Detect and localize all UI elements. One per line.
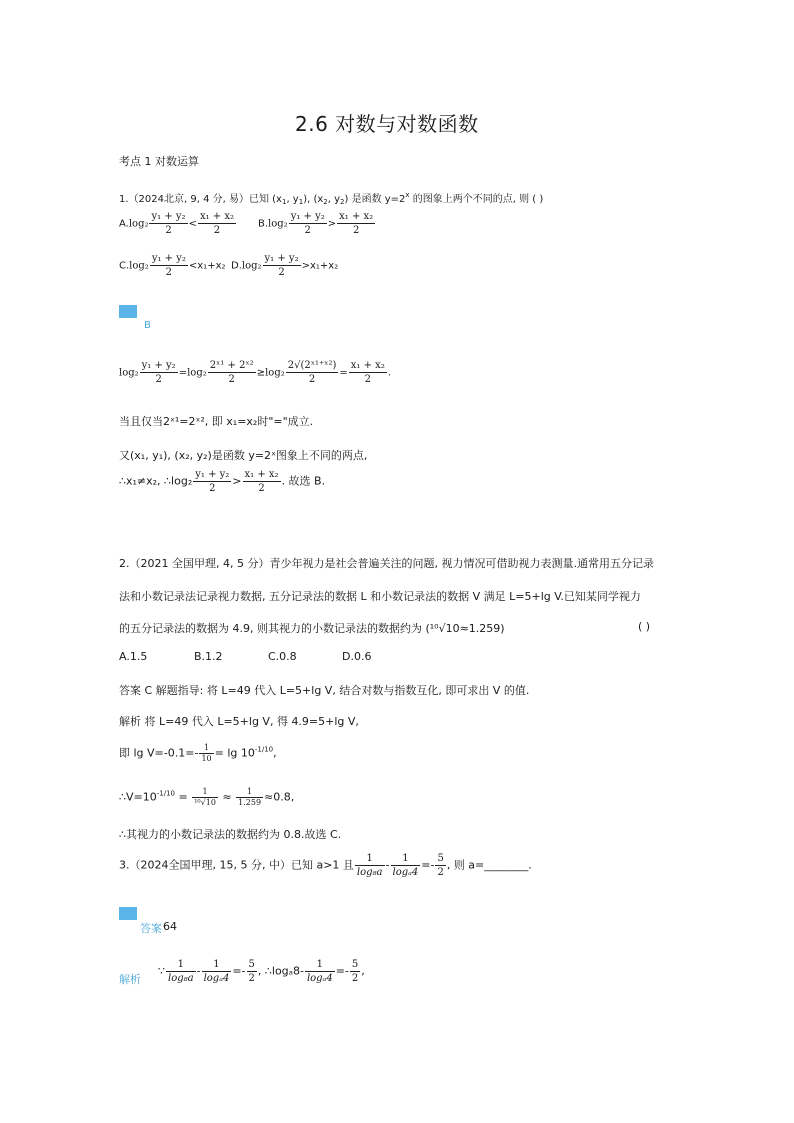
q3-answer-label: 答案 — [140, 922, 162, 935]
q2-paren: ( ) — [638, 620, 651, 633]
q2-stem-line-3: 的五分记录法的数据为 4.9, 则其视力的小数记录法的数据约为 (¹⁰√10≈1.259) — [119, 622, 505, 635]
page-title: 2.6 对数与对数函数 — [295, 112, 479, 136]
q1-solution-line-3: 又(x₁, y₁), (x₂, y₂)是函数 y=2ˣ图象上不同的两点, — [119, 449, 368, 462]
answer-tag-icon — [119, 305, 137, 318]
q2-option-b: B.1.2 — [194, 650, 223, 663]
q3-answer-value: 64 — [163, 920, 177, 933]
q2-option-c: C.0.8 — [268, 650, 297, 663]
q1-solution-line-2: 当且仅当2ˣ¹=2ˣ², 即 x₁=x₂时"="成立. — [119, 415, 314, 428]
q1-option-a: A.log₂ $\frac{\text{y₁ + y₂}}{2}$ < $\frac{\text{x₁ + x₂}}{2}$ — [119, 211, 234, 236]
q2-option-a: A.1.5 — [119, 650, 148, 663]
q2-answer-line: 答案 C 解题指导: 将 L=49 代入 L=5+lg V, 结合对数与指数互化, 即可求出 V 的值. — [119, 684, 530, 697]
q2-conclusion: ∴其视力的小数记录法的数据约为 0.8.故选 C. — [119, 828, 342, 841]
q2-stem-line-2: 法和小数记录法记录视力数据, 五分记录法的数据 L 和小数记录法的数据 V 满足 L=5+lg V.已知某同学视力 — [119, 590, 641, 603]
q1-stem: 1.（2024北京, 9, 4 分, 易）已知 ($x_1$, $y_1$), ($x_2$, $y_2$) 是函数 $y=2^x$ 的图象上两个不同的点, 则 ( ) — [119, 191, 544, 206]
q1-solution-equation: log₂ $\frac{\text{y₁ + y₂}}{2}$ =log₂ $\frac{\text{2ˣ¹ + 2ˣ²}}{2}$ ≥log₂ $\frac{\text{2√(2ˣ¹⁺ˣ²)}}{2}$ = $\frac{\text{x₁ + x₂}}{2}$ . — [119, 360, 392, 385]
q2-option-d: D.0.6 — [342, 650, 372, 663]
q1-option-b: B.log₂ $\frac{\text{y₁ + y₂}}{2}$ > $\frac{\text{x₁ + x₂}}{2}$ — [258, 211, 374, 236]
q3-stem: 3.（2024全国甲理, 15, 5 分, 中）已知 a>1 且 $\frac{1}{\text{log₈a}}$ - $\frac{1}{\text{logₐ4}}$ =- $\frac{5}{2}$ , 则 a=________. — [119, 853, 532, 878]
q1-answer: B — [144, 320, 151, 331]
q2-analysis-line: 解析 将 L=49 代入 L=5+lg V, 得 4.9=5+lg V, — [119, 715, 359, 728]
answer-tag-icon — [119, 907, 137, 920]
section-heading: 考点 1 对数运算 — [119, 155, 199, 168]
q2-step-1: 即 lg V=-0.1=- $\frac{1}{10}$ = $\lg 10^{-1/10}$, — [119, 743, 277, 763]
q3-analysis-label: 解析 — [119, 973, 141, 986]
q2-step-2: $\therefore V=10^{-1/10}$ = $\frac{1}{\text{¹⁰√10}}$ ≈ $\frac{1}{1.259}$ ≈0.8, — [119, 787, 295, 807]
q1-option-c: C.log₂ $\frac{\text{y₁ + y₂}}{2}$ <x₁+x₂ — [119, 253, 226, 278]
q3-analysis: ∵ $\frac{1}{\text{log₈a}}$ - $\frac{1}{\text{logₐ4}}$ =- $\frac{5}{2}$ , ∴logₐ8- $\frac{1}{\text{logₐ4}}$ =- $\frac{5}{2}$ , — [158, 959, 365, 984]
q1-solution-line-4: ∴x₁≠x₂, ∴log₂ $\frac{\text{y₁ + y₂}}{2}$ > $\frac{\text{x₁ + x₂}}{2}$ . 故选 B. — [119, 469, 326, 494]
q2-stem-line-1: 2.（2021 全国甲理, 4, 5 分）青少年视力是社会普遍关注的问题, 视力情况可借助视力表测量.通常用五分记录 — [119, 557, 654, 570]
q1-option-d: D.log₂ $\frac{\text{y₁ + y₂}}{2}$ >x₁+x₂ — [231, 253, 339, 278]
